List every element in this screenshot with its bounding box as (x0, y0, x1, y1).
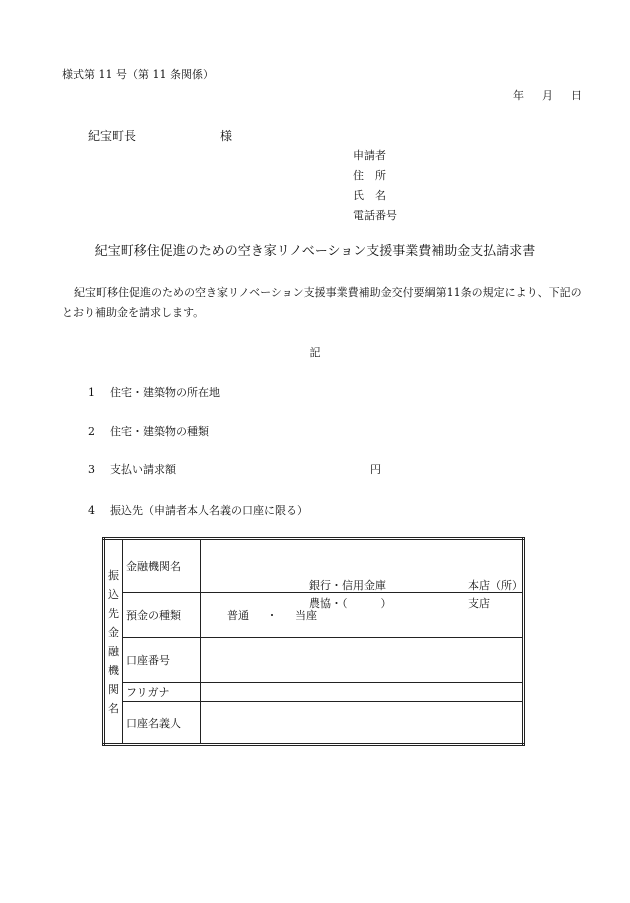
account-holder-field[interactable] (201, 702, 524, 745)
item-1 (88, 384, 220, 400)
item-2 (88, 423, 209, 439)
item-label: 住宅・建築物の種類 (110, 425, 209, 438)
deposit-ordinary[interactable]: 普通 (227, 609, 249, 622)
ki-heading: 記 (309, 346, 321, 359)
applicant-phone-label: 電話番号 (353, 209, 397, 222)
item-label: 支払い請求額 (110, 463, 176, 476)
item-4 (88, 502, 308, 518)
furigana-label: フリガナ (123, 683, 201, 702)
date-day: 日 (571, 89, 582, 102)
item-number: 1 (88, 386, 95, 399)
date-line (495, 87, 582, 103)
account-holder-label: 口座名義人 (123, 702, 201, 745)
form-number: 様式第 11 号（第 11 条関係） (62, 68, 214, 81)
item-label: 振込先（申請者本人名義の口座に限る） (110, 504, 308, 517)
deposit-separator: ・ (266, 609, 278, 622)
addressee (88, 127, 232, 144)
document-title: 紀宝町移住促進のための空き家リノベーション支援事業費補助金支払請求書 (94, 244, 536, 259)
addressee-honorific: 様 (220, 129, 233, 143)
item-number: 3 (88, 463, 95, 476)
deposit-current[interactable]: 当座 (295, 609, 317, 622)
applicant-address-label: 住 所 (353, 169, 386, 182)
institution-field[interactable] (201, 539, 524, 610)
furigana-field[interactable] (201, 683, 524, 702)
amount-unit: 円 (370, 463, 381, 476)
deposit-type-label: 預金の種類 (123, 593, 201, 638)
bank-info-table (102, 537, 525, 746)
applicant-block (353, 146, 397, 226)
date-year: 年 (513, 89, 524, 102)
item-3 (88, 461, 176, 477)
bank-type: 銀行・信用金庫 (309, 579, 386, 592)
account-number-field[interactable] (201, 638, 524, 683)
item-number: 2 (88, 425, 95, 438)
item-label: 住宅・建築物の所在地 (110, 386, 220, 399)
applicant-title: 申請者 (353, 149, 386, 162)
institution-label: 金融機関名 (123, 539, 201, 593)
addressee-name: 紀宝町長 (88, 129, 137, 143)
account-number-label: 口座番号 (123, 638, 201, 683)
body-text: 紀宝町移住促進のための空き家リノベーション支援事業費補助金交付要綱第11条の規定により、下記のとおり補助金を請求します。 (62, 286, 582, 319)
coop-branch: 支店 (468, 597, 490, 610)
date-month: 月 (542, 89, 553, 102)
coop-type: 農協・（ ） (309, 597, 392, 610)
applicant-name-label: 氏 名 (353, 189, 386, 202)
item-number: 4 (88, 504, 95, 517)
branch-type: 本店（所） (468, 579, 523, 592)
side-label: 振 込 先 金 融 機 関 名 (104, 539, 123, 745)
